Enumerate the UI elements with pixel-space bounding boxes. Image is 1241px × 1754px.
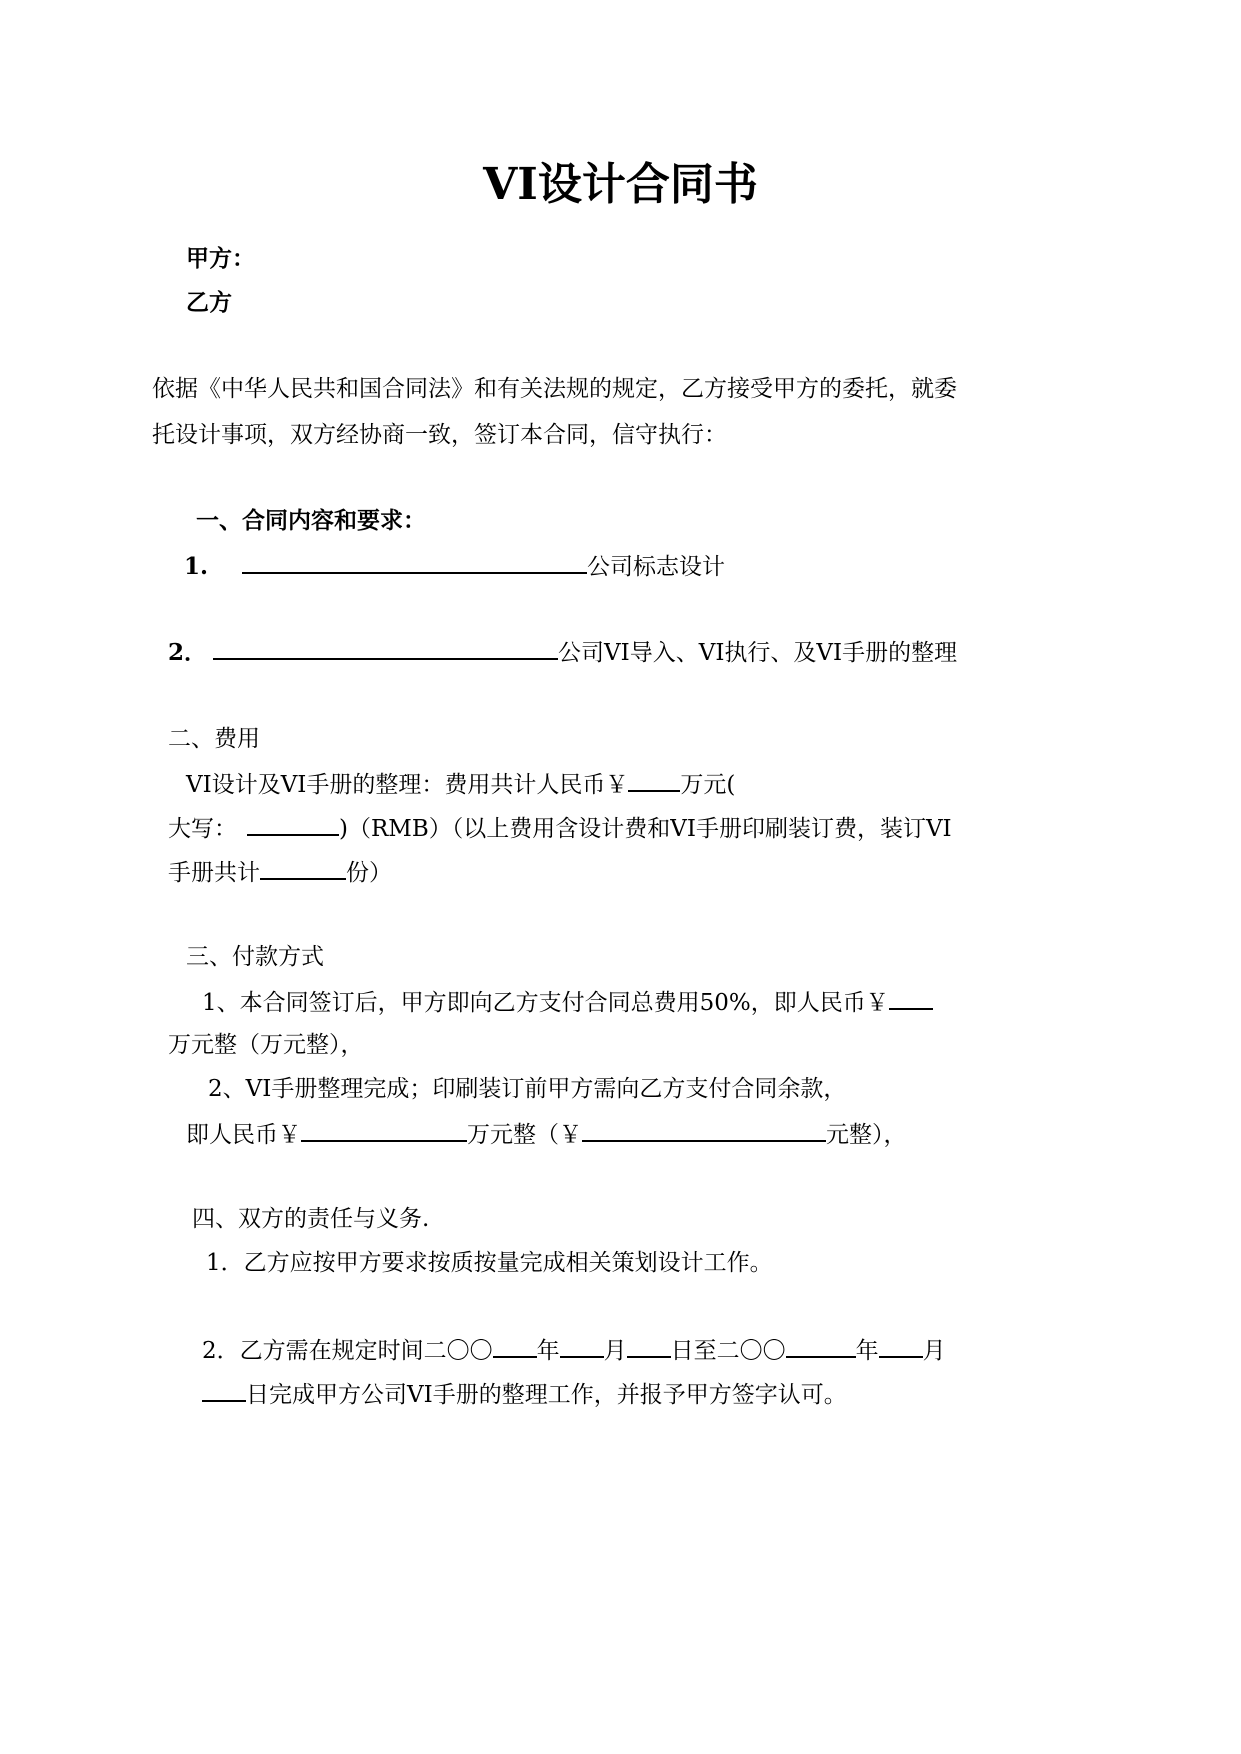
- payment-2-amount-blank: [301, 1118, 467, 1142]
- copies-blank: [260, 856, 346, 880]
- start-day-label: 日至二〇〇: [670, 1338, 786, 1364]
- fee-line-3-suffix: 份）: [346, 860, 392, 886]
- fee-line-2: [168, 812, 952, 844]
- end-day-blank: [202, 1378, 246, 1402]
- fee-amount-blank: [628, 768, 680, 792]
- payment-1-amount-blank: [889, 986, 933, 1010]
- duty-item-2-suffix: 日完成甲方公司VI手册的整理工作，并报予甲方签字认可。: [246, 1382, 847, 1408]
- item-1-line: [184, 550, 725, 582]
- start-year-blank: [493, 1334, 537, 1358]
- fee-line-1: [186, 768, 735, 800]
- item-2-text: 公司VI导入、VI执行、及VI手册的整理: [558, 640, 958, 666]
- payment-1-text: 1、本合同签订后，甲方即向乙方支付合同总费用50%，即人民币￥: [202, 990, 889, 1016]
- payment-2-prefix: 即人民币￥: [186, 1122, 301, 1148]
- item-2-line: [168, 636, 957, 668]
- party-a-label: 甲方：: [186, 245, 255, 272]
- start-month-blank: [560, 1334, 604, 1358]
- item-1-text: 公司标志设计: [587, 554, 726, 580]
- section-4-heading: 四、双方的责任与义务.: [192, 1206, 430, 1232]
- fee-line-3-label: 手册共计: [168, 860, 260, 886]
- fee-line-1-text: VI设计及VI手册的整理：费用共计人民币￥: [186, 772, 629, 798]
- duty-item-1: 1．乙方应按甲方要求按质按量完成相关策划设计工作。: [206, 1250, 773, 1276]
- payment-2-suffix: 元整），: [826, 1122, 907, 1148]
- end-year-blank: [786, 1334, 856, 1358]
- payment-2-figure-blank: [582, 1118, 826, 1142]
- intro-line-1: 依据《中华人民共和国合同法》和有关法规的规定，乙方接受甲方的委托，就委: [152, 376, 957, 402]
- fee-line-2-label: 大写：: [168, 816, 237, 842]
- duty-item-2-line-2: [202, 1378, 847, 1410]
- start-month-label: 月: [603, 1338, 627, 1364]
- document-title: VI设计合同书: [483, 159, 758, 210]
- fee-line-1-suffix: 万元(: [680, 772, 736, 798]
- payment-1-line-2: 万元整（万元整），: [168, 1032, 364, 1058]
- payment-2-line-2: [186, 1118, 907, 1150]
- end-month-label: 月: [922, 1338, 946, 1364]
- section-2-heading: 二、费用: [168, 726, 260, 752]
- start-day-blank: [627, 1334, 671, 1358]
- payment-1-line-1: [202, 986, 933, 1018]
- section-1-heading: 一、合同内容和要求：: [196, 507, 426, 534]
- end-month-blank: [879, 1334, 923, 1358]
- duty-item-2-prefix: 2．乙方需在规定时间二〇〇: [202, 1338, 493, 1364]
- party-b-label: 乙方: [186, 289, 232, 316]
- company-name-blank-1: [242, 550, 587, 574]
- duty-item-2-line-1: [202, 1334, 946, 1366]
- payment-2-line-1: 2、VI手册整理完成；印刷装订前甲方需向乙方支付合同余款，: [208, 1076, 847, 1102]
- fee-line-3: [168, 856, 392, 888]
- fee-uppercase-blank: [247, 812, 339, 836]
- payment-2-middle: 万元整（￥: [467, 1122, 582, 1148]
- fee-line-2-text: )（RMB）（以上费用含设计费和VI手册印刷装订费，装订VI: [339, 816, 952, 842]
- item-1-number: 1.: [184, 553, 209, 580]
- end-year-label: 年: [855, 1338, 879, 1364]
- intro-line-2: 托设计事项，双方经协商一致，签订本合同，信守执行：: [152, 422, 727, 448]
- start-year-label: 年: [536, 1338, 560, 1364]
- item-2-number: 2．: [168, 639, 208, 666]
- company-name-blank-2: [213, 636, 558, 660]
- section-3-heading: 三、付款方式: [186, 944, 324, 970]
